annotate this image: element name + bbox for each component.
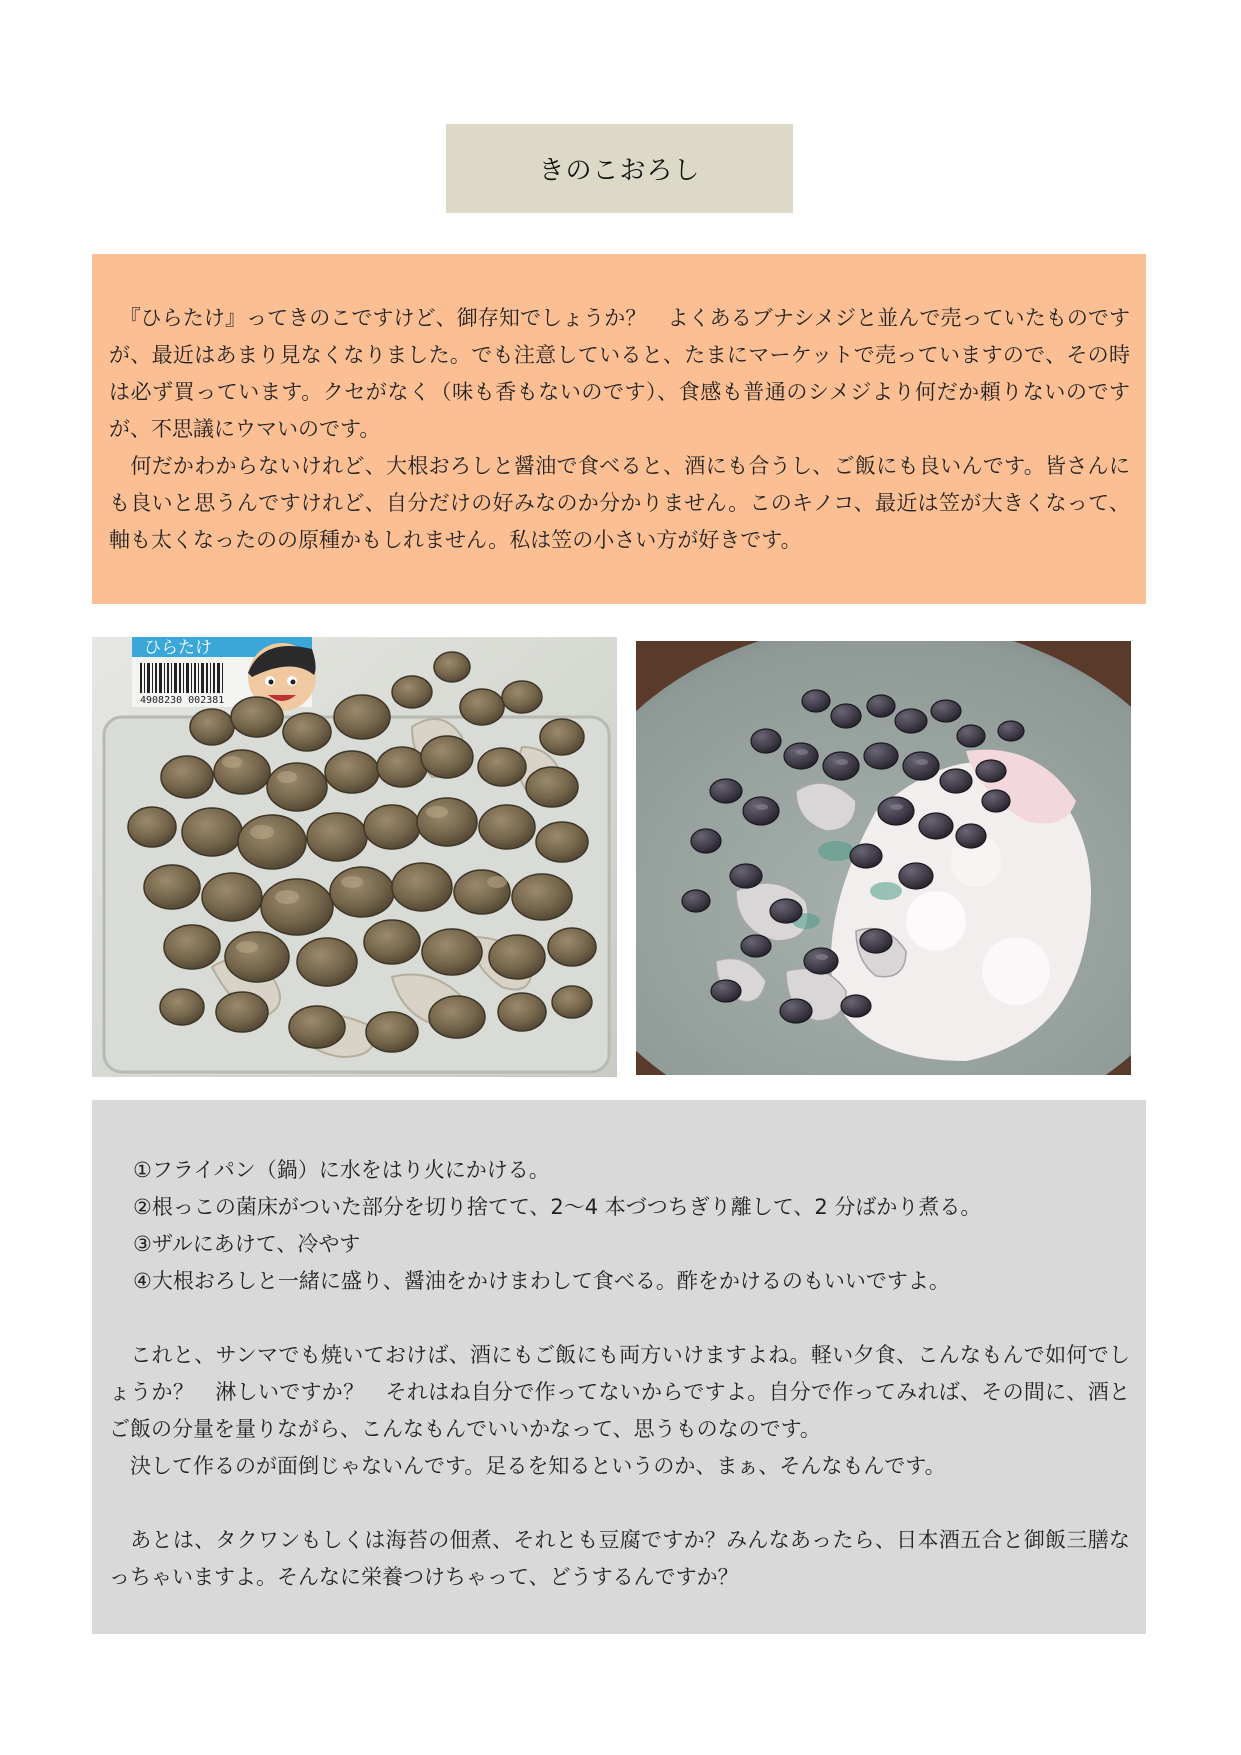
recipe-step: ①フライパン（鍋）に水をはり火にかける。 xyxy=(133,1158,550,1182)
closing-paragraph-2-text: 決して作るのが面倒じゃないんです。足るを知るというのか、まぁ、そんなもんです。 xyxy=(130,1454,946,1478)
mushroom-package-photo xyxy=(92,637,617,1077)
recipe-step: ②根っこの菌床がついた部分を切り捨てて、2～4 本づつちぎり離して、2 分ばかり煮る。 xyxy=(133,1195,982,1219)
intro-paragraph-2-text: 何だかわからないけれど、大根おろしと醤油で食べると、酒にも合うし、ご飯にも良いんです。皆さんにも良いと思うんですけれど、自分だけの好みなのか分かりません。このキノコ、最近は笠が大きくなって、軸も太くなったのの原種かもしれません。私は笠の小さい方が好きです。 xyxy=(109,454,1130,552)
intro-paragraph xyxy=(109,300,1130,448)
intro-paragraph-1-text: 『ひらたけ』ってきのこですけど、御存知でしょうか？ よくあるブナシメジと並んで売っていたものですが、最近はあまり見なくなりました。でも注意していると、たまにマーケットで売っていますので、その時は必ず買っています。クセがなく（味も香もないのです）、食感も普通のシメジより何だか頼りないのですが、不思議にウマいのです。 xyxy=(109,306,1130,441)
intro-section xyxy=(92,254,1146,604)
barcode-number: 4908230 002381 xyxy=(140,695,225,706)
closing-paragraph-1-text: これと、サンマでも焼いておけば、酒にもご飯にも両方いけますよね。軽い夕食、こんなもんで如何でしょうか？ 淋しいですか？ それはね自分で作ってないからですよ。自分で作ってみれば、その間に、酒とご飯の分量を量りながら、こんなもんでいいかなって、思うものなのです。 xyxy=(109,1343,1131,1441)
recipe-steps-section xyxy=(92,1100,1146,1634)
kinoko-oroshi-dish-photo xyxy=(636,641,1131,1075)
recipe-step: ③ザルにあけて、冷やす xyxy=(133,1232,361,1256)
page-title-text: きのこおろし xyxy=(538,156,701,186)
closing-paragraph xyxy=(109,1448,1130,1485)
closing-paragraph xyxy=(109,1522,1130,1596)
closing-paragraph xyxy=(109,1337,1130,1448)
package-brand-text: ひらたけ xyxy=(144,638,212,658)
closing-paragraph-3-text: あとは、タクワンもしくは海苔の佃煮、それとも豆腐ですか？みんなあったら、日本酒五合と御飯三膳なっちゃいますよ。そんなに栄養つけちゃって、どうするんですか？ xyxy=(109,1528,1130,1589)
intro-paragraph xyxy=(109,448,1130,559)
page-title xyxy=(446,124,793,213)
recipe-step: ④大根おろしと一緒に盛り、醤油をかけまわして食べる。酢をかけるのもいいですよ。 xyxy=(133,1269,950,1293)
